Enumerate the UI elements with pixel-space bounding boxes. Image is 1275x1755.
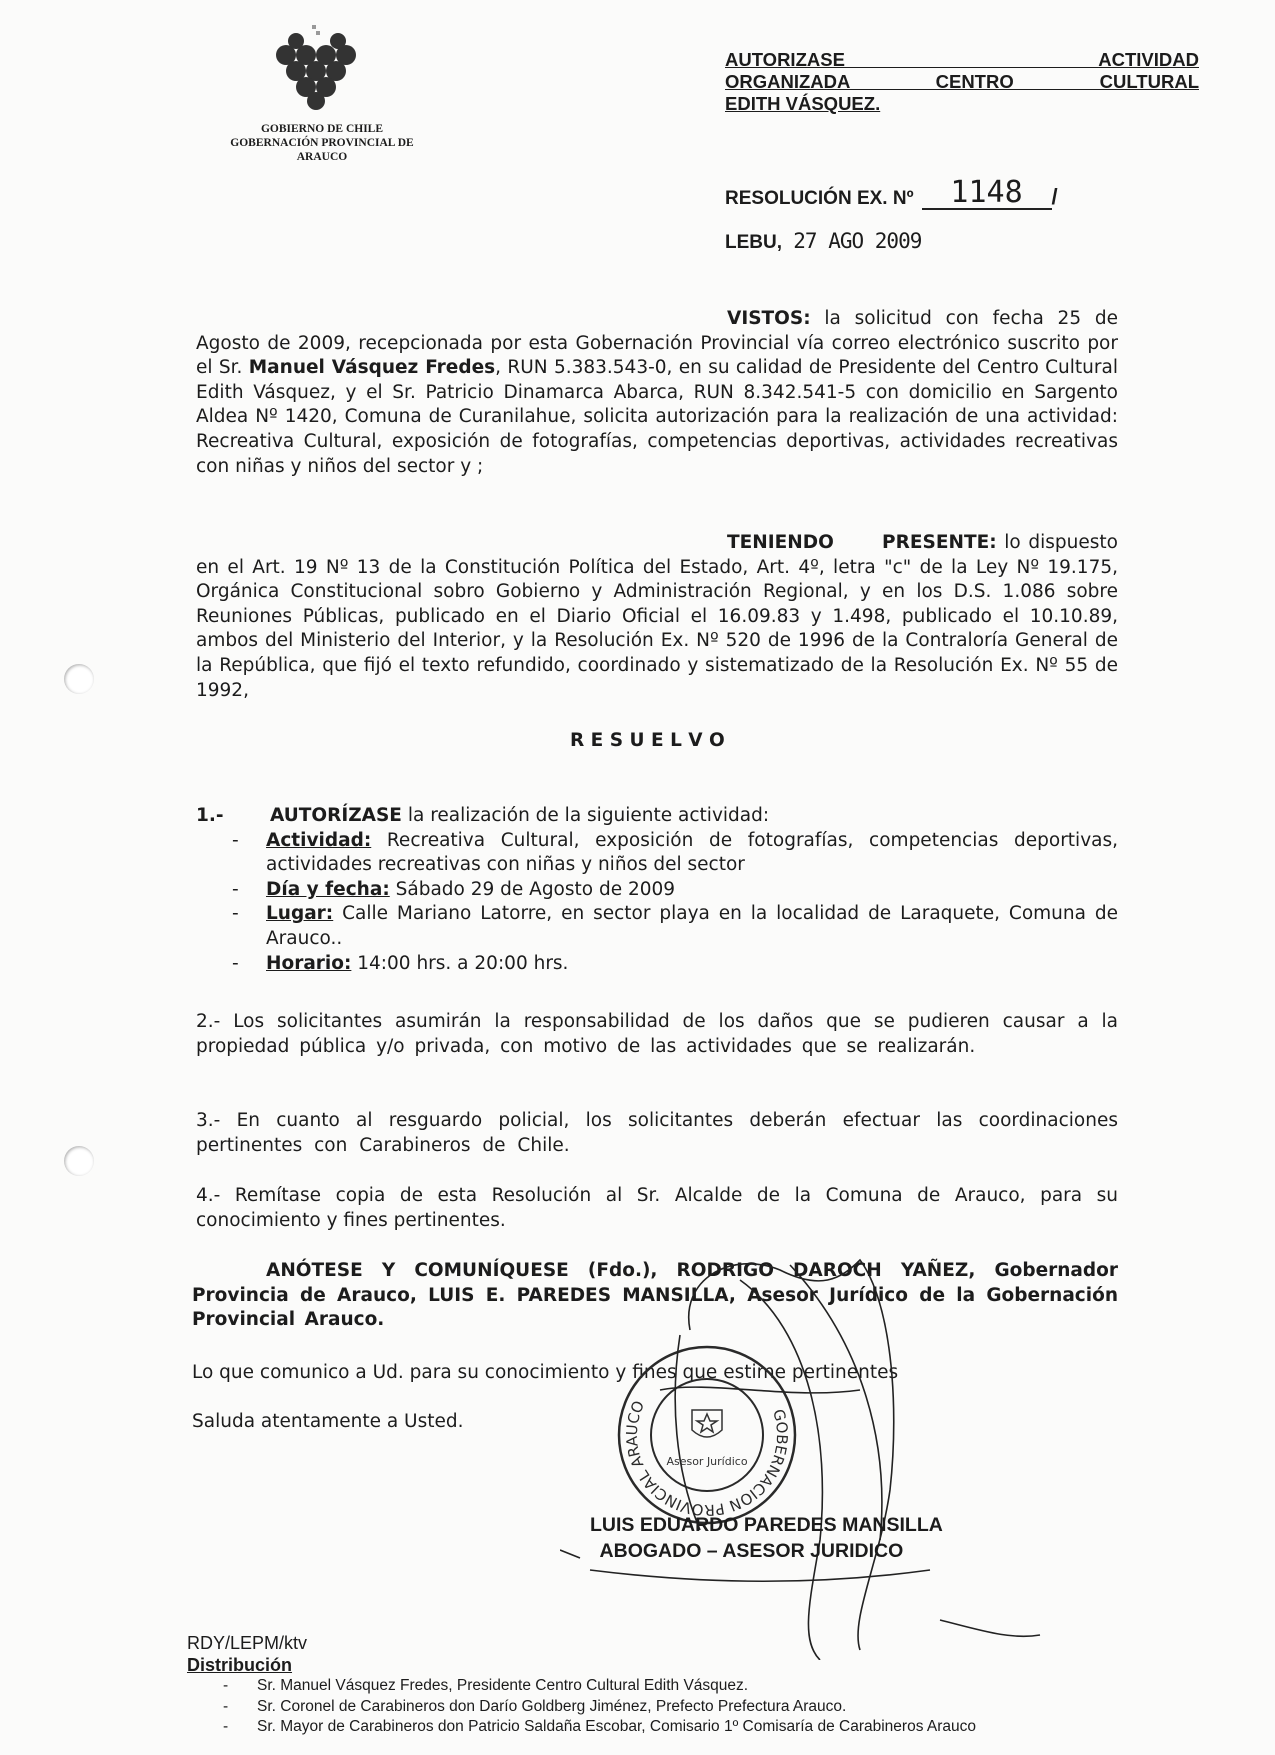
handwritten-signature — [560, 1240, 1060, 1660]
applicant-name: Manuel Vásquez Fredes — [248, 357, 496, 379]
logo-line: GOBERNACIÓN PROVINCIAL DE — [230, 137, 414, 149]
date-stamp: 27 AGO 2009 — [793, 229, 922, 253]
teniendo-label: TENIENDO PRESENTE: — [727, 532, 997, 553]
item-text: Calle Mariano Latorre, en sector playa en la localidad de Laraquete, Comuna de Arauco.. — [266, 903, 1118, 949]
resolution-number: 1148 — [922, 178, 1052, 210]
signatory-title: ABOGADO – ASESOR JURIDICO — [599, 1540, 904, 1562]
logo-line: ARAUCO — [296, 151, 348, 163]
comunico-line: Lo que comunico a Ud. para su conocimiento y fines que estime pertinentes — [192, 1362, 899, 1383]
vistos-label: VISTOS: — [727, 308, 811, 329]
stamp-ring-text: GOBERNACION PROVINCIAL ARAUCO — [622, 1398, 792, 1520]
resolution-point-1 — [196, 804, 1118, 976]
item-label: Lugar: — [266, 903, 334, 925]
place-date — [725, 229, 921, 254]
distribution-title: Distribución — [187, 1655, 293, 1675]
hexagon-logo-icon — [262, 25, 372, 110]
distribution-item: - Sr. Coronel de Carabineros don Darío Goldberg Jiménez, Prefecto Prefectura Arauco. — [187, 1697, 1112, 1718]
government-logo — [262, 25, 372, 110]
saluda-line: Saluda atentamente a Usted. — [192, 1411, 464, 1432]
subject-heading — [725, 49, 1199, 115]
footer — [187, 1632, 1112, 1738]
schedule-item: - Horario: 14:00 hrs. a 20:00 hrs. — [232, 952, 569, 974]
activity-item: - Actividad: Recreativa Cultural, exposición de fotografías, competencias deportivas, actividades recreativas con niñas y niños del sector — [232, 829, 1118, 876]
signatory-name: LUIS EDUARDO PAREDES MANSILLA — [590, 1514, 943, 1536]
point-1-text: la realización de la siguiente actividad: — [401, 805, 770, 826]
date-item: - Día y fecha: Sábado 29 de Agosto de 2009 — [232, 878, 676, 900]
vistos-text: , RUN 5.383.543-0, en su calidad de Presidente del Centro Cultural Edith Vásquez, y el Sr. Patricio Dinamarca Abarca, RUN 8.342.541-5 con domicilio en Sargento Aldea Nº 1420, Comuna de Curanilahue, solicita autorización para la realización de una actividad: Recreativa Cultural, exposición de fotografías, competencias deportivas, actividades recreativas con niñas y niños del sector y ; — [196, 357, 1118, 477]
anotese-paragraph: ANÓTESE Y COMUNÍQUESE (Fdo.), RODRIGO DAROCH YAÑEZ, Gobernador Provincia de Arauco, LUIS E. PAREDES MANSILLA, Asesor Jurídico de la Gobernación Provincial Arauco. — [192, 1260, 1118, 1331]
vistos-paragraph — [196, 307, 1118, 479]
item-label: Día y fecha: — [266, 878, 390, 900]
item-text: Recreativa Cultural, exposición de fotografías, competencias deportivas, actividades recreativas con niñas y niños del sector — [266, 829, 1118, 876]
reference-initials: RDY/LEPM/ktv — [187, 1633, 308, 1653]
punch-hole — [64, 664, 94, 694]
subject-line: AUTORIZASE ACTIVIDAD — [725, 49, 1199, 70]
item-text: Sábado 29 de Agosto de 2009 — [389, 878, 676, 900]
item-label: Horario: — [266, 952, 352, 974]
distribution-text: Sr. Coronel de Carabineros don Darío Goldberg Jiménez, Prefecto Prefectura Arauco. — [257, 1697, 847, 1715]
distribution-list — [187, 1676, 1112, 1738]
logo-line: GOBIERNO DE CHILE — [260, 123, 384, 135]
place-item: - Lugar: Calle Mariano Latorre, en sector playa en la localidad de Laraquete, Comuna de Arauco.. — [232, 903, 1118, 949]
stamp-center-text: Asesor Jurídico — [666, 1455, 748, 1468]
distribution-item: - Sr. Mayor de Carabineros don Patricio Saldaña Escobar, Comisario 1º Comisaría de Carabineros Arauco — [187, 1717, 1112, 1738]
subject-line: EDITH VÁSQUEZ. — [725, 93, 881, 114]
distribution-text: Sr. Mayor de Carabineros don Patricio Saldaña Escobar, Comisario 1º Comisaría de Carabineros Arauco — [257, 1718, 977, 1735]
resolution-point-2: 2.- Los solicitantes asumirán la responsabilidad de los daños que se pudieren causar a la propiedad pública y/o privada, con motivo de las actividades que se realizarán. — [196, 1011, 1118, 1057]
resolution-point-3: 3.- En cuanto al resguardo policial, los solicitantes deberán efectuar las coordinaciones pertinentes con Carabineros de Chile. — [196, 1110, 1118, 1156]
distribution-item: - Sr. Manuel Vásquez Fredes, Presidente Centro Cultural Edith Vásquez. — [187, 1676, 1112, 1697]
item-label: Actividad: — [266, 829, 372, 851]
logo-caption — [212, 122, 432, 164]
signatory-block — [590, 1512, 943, 1564]
resolution-number-line — [725, 175, 1058, 210]
point-number: 1.- — [196, 805, 224, 826]
subject-line: ORGANIZADA CENTRO CULTURAL — [725, 71, 1199, 92]
vistos-text: la solicitud con fecha 25 de Agosto de 2009, recepcionada por esta Gobernación Provincial vía correo electrónico suscrito por el Sr. — [196, 308, 1118, 379]
teniendo-text: lo dispuesto en el Art. 19 Nº 13 de la Constitución Política del Estado, Art. 4º, letra "c" de la Ley Nº 19.175, Orgánica Constitucional sobro Gobierno y Administración Regional, y en los D.S. 1.086 sobre Reuniones Públicas, publicado en el Diario Oficial el 16.09.83 y 1.498, publicado el 10.10.89, ambos del Ministerio del Interior, y la Resolución Ex. Nº 520 de 1996 de la Contraloría General de la República, que fijó el texto refundido, coordinado y sistematizado de la Resolución Ex. Nº 55 de 1992, — [196, 532, 1118, 701]
resolution-point-4: 4.- Remítase copia de esta Resolución al Sr. Alcalde de la Comuna de Arauco, para su conocimiento y fines pertinentes. — [196, 1185, 1118, 1231]
point-1-verb: AUTORÍZASE — [270, 805, 402, 826]
place-label: LEBU, — [725, 232, 782, 253]
slash: / — [1051, 184, 1058, 209]
resuelvo-title: R E S U E L V O — [570, 730, 725, 751]
distribution-text: Sr. Manuel Vásquez Fredes, Presidente Centro Cultural Edith Vásquez. — [257, 1677, 749, 1694]
teniendo-paragraph — [196, 531, 1118, 703]
item-text: 14:00 hrs. a 20:00 hrs. — [351, 952, 569, 974]
punch-hole — [64, 1146, 94, 1176]
resolution-label: RESOLUCIÓN EX. Nº — [725, 188, 914, 209]
